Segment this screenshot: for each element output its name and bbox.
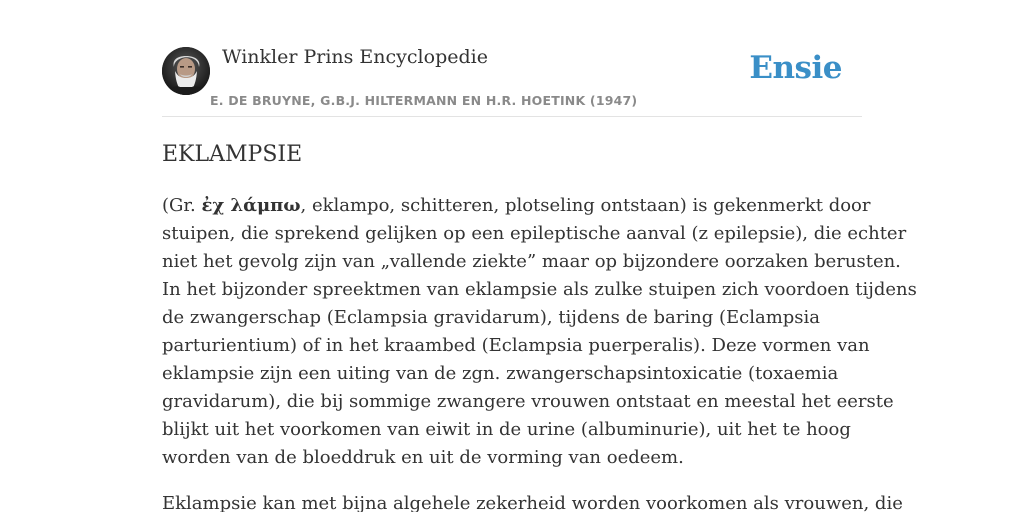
article-paragraph-1 — [162, 192, 917, 472]
article-paragraph-2 — [162, 490, 903, 512]
paragraph-line: worden van de bloeddruk en uit de vorming van oedeem. — [162, 447, 684, 468]
portrait-icon[interactable] — [162, 47, 210, 95]
greek-term: ἐχ λάμπω — [201, 195, 301, 216]
paragraph-line: niet het gevolg zijn van „vallende ziekte” maar op bijzondere oorzaken berusten. — [162, 251, 901, 272]
line-prefix: (Gr. — [162, 195, 202, 216]
paragraph-line: blijkt uit het voorkomen van eiwit in de urine (albuminurie), uit het te hoog — [162, 419, 851, 440]
paragraph-line: eklampsie zijn een uiting van de zgn. zwangerschapsintoxicatie (toxaemia — [162, 363, 839, 384]
article — [162, 140, 917, 512]
brand-logo[interactable]: Ensie — [749, 50, 842, 86]
paragraph-line: parturientium) of in het kraambed (Eclampsia puerperalis). Deze vormen van — [162, 335, 870, 356]
paragraph-line: gravidarum), die bij sommige zwangere vrouwen ontstaat en meestal het eerste — [162, 391, 894, 412]
paragraph-line: de zwangerschap (Eclampsia gravidarum), tijdens de baring (Eclampsia — [162, 307, 821, 328]
paragraph-line: stuipen, die sprekend gelijken op een epileptische aanval (z epilepsie), die echter — [162, 223, 907, 244]
paragraph-line: In het bijzonder spreektmen van eklampsie als zulke stuipen zich voordoen tijdens — [162, 279, 917, 300]
paragraph-line: Eklampsie kan met bijna algehele zekerheid worden voorkomen als vrouwen, die — [162, 493, 903, 512]
site-header — [162, 46, 862, 117]
site-title[interactable]: Winkler Prins Encyclopedie — [222, 46, 488, 68]
line-text: , eklampo, schitteren, plotseling ontstaan) is gekenmerkt door — [300, 195, 871, 216]
authors-line: E. DE BRUYNE, G.B.J. HILTERMANN EN H.R. HOETINK (1947) — [210, 93, 638, 108]
paragraph-line — [162, 192, 871, 220]
entry-title: EKLAMPSIE — [162, 142, 303, 167]
